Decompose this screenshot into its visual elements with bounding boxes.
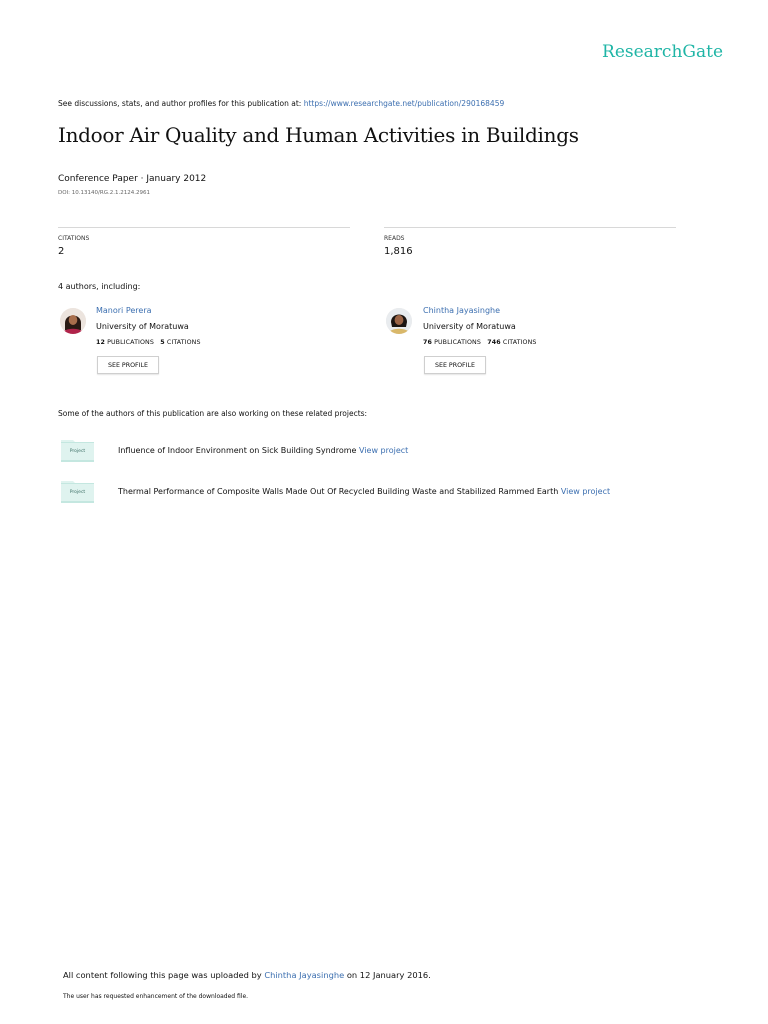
publications-label: PUBLICATIONS bbox=[107, 339, 154, 346]
author-citations-count: 746 bbox=[487, 339, 501, 346]
author-stats bbox=[423, 339, 537, 346]
publications-count: 12 bbox=[96, 339, 105, 346]
view-project-link[interactable]: View project bbox=[359, 446, 409, 455]
author-citations-label: CITATIONS bbox=[166, 339, 201, 346]
project-title: Influence of Indoor Environment on Sick Building Syndrome bbox=[118, 446, 357, 455]
uploader-link[interactable]: Chintha Jayasinghe bbox=[264, 970, 345, 980]
meta-separator: · bbox=[137, 174, 147, 184]
citations-count: 2 bbox=[58, 246, 65, 257]
page-title: Indoor Air Quality and Human Activities in Buildings bbox=[58, 123, 579, 147]
view-project-link[interactable]: View project bbox=[560, 487, 611, 496]
intro-text: See discussions, stats, and author profiles for this publication at: bbox=[58, 99, 304, 108]
projects-heading: Some of the authors of this publication are also working on these related projects: bbox=[58, 409, 368, 418]
project-item bbox=[118, 446, 408, 455]
project-icon-label: Project bbox=[69, 449, 86, 454]
avatar[interactable] bbox=[386, 308, 412, 334]
publication-url-link[interactable]: https://www.researchgate.net/publication/290168459 bbox=[303, 99, 505, 108]
divider-left bbox=[58, 227, 350, 228]
project-title: Thermal Performance of Composite Walls Made Out Of Recycled Building Waste and Stabilized Rammed Earth bbox=[118, 487, 559, 496]
project-folder-icon bbox=[61, 438, 94, 462]
author-citations-count: 5 bbox=[160, 339, 165, 346]
author-institution: University of Moratuwa bbox=[96, 322, 189, 331]
upload-info bbox=[63, 970, 431, 980]
reads-label: READS bbox=[384, 235, 405, 242]
see-profile-button[interactable]: SEE PROFILE bbox=[424, 356, 486, 374]
author-institution: University of Moratuwa bbox=[423, 322, 516, 331]
avatar[interactable] bbox=[60, 308, 86, 334]
publication-date: January 2012 bbox=[146, 174, 207, 184]
researchgate-logo[interactable]: ResearchGate bbox=[602, 42, 723, 62]
publication-type: Conference Paper bbox=[58, 174, 138, 184]
see-profile-button[interactable]: SEE PROFILE bbox=[97, 356, 159, 374]
author-citations-label: CITATIONS bbox=[502, 339, 537, 346]
project-folder-icon bbox=[61, 479, 94, 503]
publications-label: PUBLICATIONS bbox=[434, 339, 481, 346]
project-item bbox=[118, 487, 610, 496]
publication-meta bbox=[58, 174, 206, 184]
upload-prefix: All content following this page was uploaded by bbox=[63, 970, 265, 980]
author-name[interactable]: Manori Perera bbox=[96, 306, 152, 315]
divider-right bbox=[384, 227, 676, 228]
enhancement-note: The user has requested enhancement of the downloaded file. bbox=[63, 993, 249, 1000]
doi: DOI: 10.13140/RG.2.1.2124.2961 bbox=[58, 190, 150, 196]
author-name[interactable]: Chintha Jayasinghe bbox=[423, 306, 501, 315]
reads-count: 1,816 bbox=[384, 246, 413, 257]
upload-suffix: on 12 January 2016. bbox=[344, 970, 431, 980]
authors-heading: 4 authors, including: bbox=[58, 282, 141, 291]
project-icon-label: Project bbox=[69, 490, 86, 495]
author-stats bbox=[96, 339, 201, 346]
publications-count: 76 bbox=[423, 339, 432, 346]
intro-line bbox=[58, 99, 504, 108]
citations-label: CITATIONS bbox=[58, 235, 90, 242]
